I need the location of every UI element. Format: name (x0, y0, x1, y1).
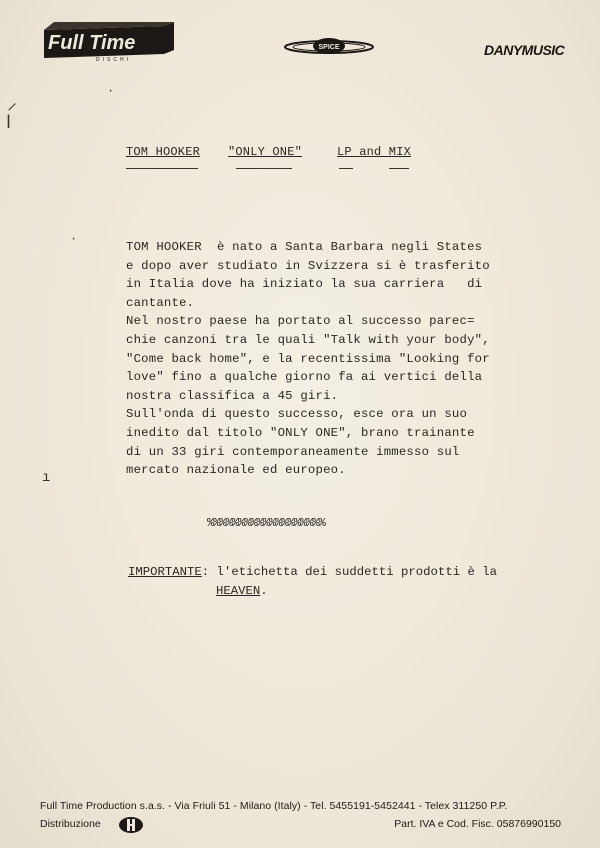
biography-text (126, 238, 506, 480)
stray-mark: · (70, 232, 78, 246)
release-title: "ONLY ONE" (228, 145, 303, 159)
full-time-logo-text: Full Time (48, 32, 136, 54)
text-line: chie canzoni tra le quali "Talk with your body", (126, 332, 490, 347)
spice-logo (284, 36, 374, 58)
text-line: inedito dal titolo "ONLY ONE", brano trainante (126, 425, 475, 440)
stray-mark: ı (42, 470, 51, 486)
text-line: Nel nostro paese ha portato al successo parec= (126, 314, 475, 329)
text-line: mercato nazionale ed europeo. (126, 463, 346, 478)
release-format: LP and MIX (337, 145, 412, 159)
distribution-label: Distribuzione (40, 818, 101, 830)
text-line: TOM HOOKER è nato a Santa Barbara negli States (126, 240, 483, 254)
separator-line: %%%%%%%%%%%%%%%%%%% (207, 516, 325, 530)
spice-logo-text: SPICE (318, 44, 340, 51)
company-address: Full Time Production s.a.s. - Via Friuli 51 - Milano (Italy) - Tel. 5455191-5452441 - Telex 311250 P.P. (40, 800, 508, 812)
heading-dashes (126, 162, 426, 170)
text-line: cantante. (126, 295, 195, 310)
text-line: love" fino a qualche giorno fa ai vertici della (126, 370, 483, 385)
important-text: : l'etichetta dei suddetti prodotti è la (201, 565, 497, 579)
artist-name: TOM HOOKER (126, 145, 201, 159)
vat-number: Part. IVA e Cod. Fisc. 05876990150 (394, 818, 561, 830)
release-heading (126, 143, 426, 163)
text-line: Sull'onda di questo successo, esce ora un suo (126, 407, 468, 422)
distributor-logo (118, 816, 144, 834)
danymusic-logo: DANYMUSIC (484, 42, 565, 58)
full-time-logo-sub: DISCHI (96, 57, 131, 62)
text-line: e dopo aver studiato in Svizzera si è trasferito (126, 258, 490, 273)
label-brand: HEAVEN (216, 584, 261, 598)
brand-period: . (260, 584, 268, 598)
text-line: in Italia dove ha iniziato la sua carriera di (126, 277, 483, 292)
punch-mark: ⸝ (7, 93, 17, 116)
text-line: di un 33 giri contemporaneamente immesso sul (126, 444, 460, 459)
punch-mark: ⅼ (6, 114, 12, 134)
company-footer (40, 800, 565, 836)
important-note (128, 563, 497, 598)
full-time-logo (40, 20, 176, 62)
text-line: "Come back home", e la recentissima "Looking for (126, 351, 490, 366)
stray-mark: · (107, 84, 115, 98)
text-line: nostra classifica a 45 giri. (126, 388, 339, 403)
important-label: IMPORTANTE (128, 565, 202, 579)
